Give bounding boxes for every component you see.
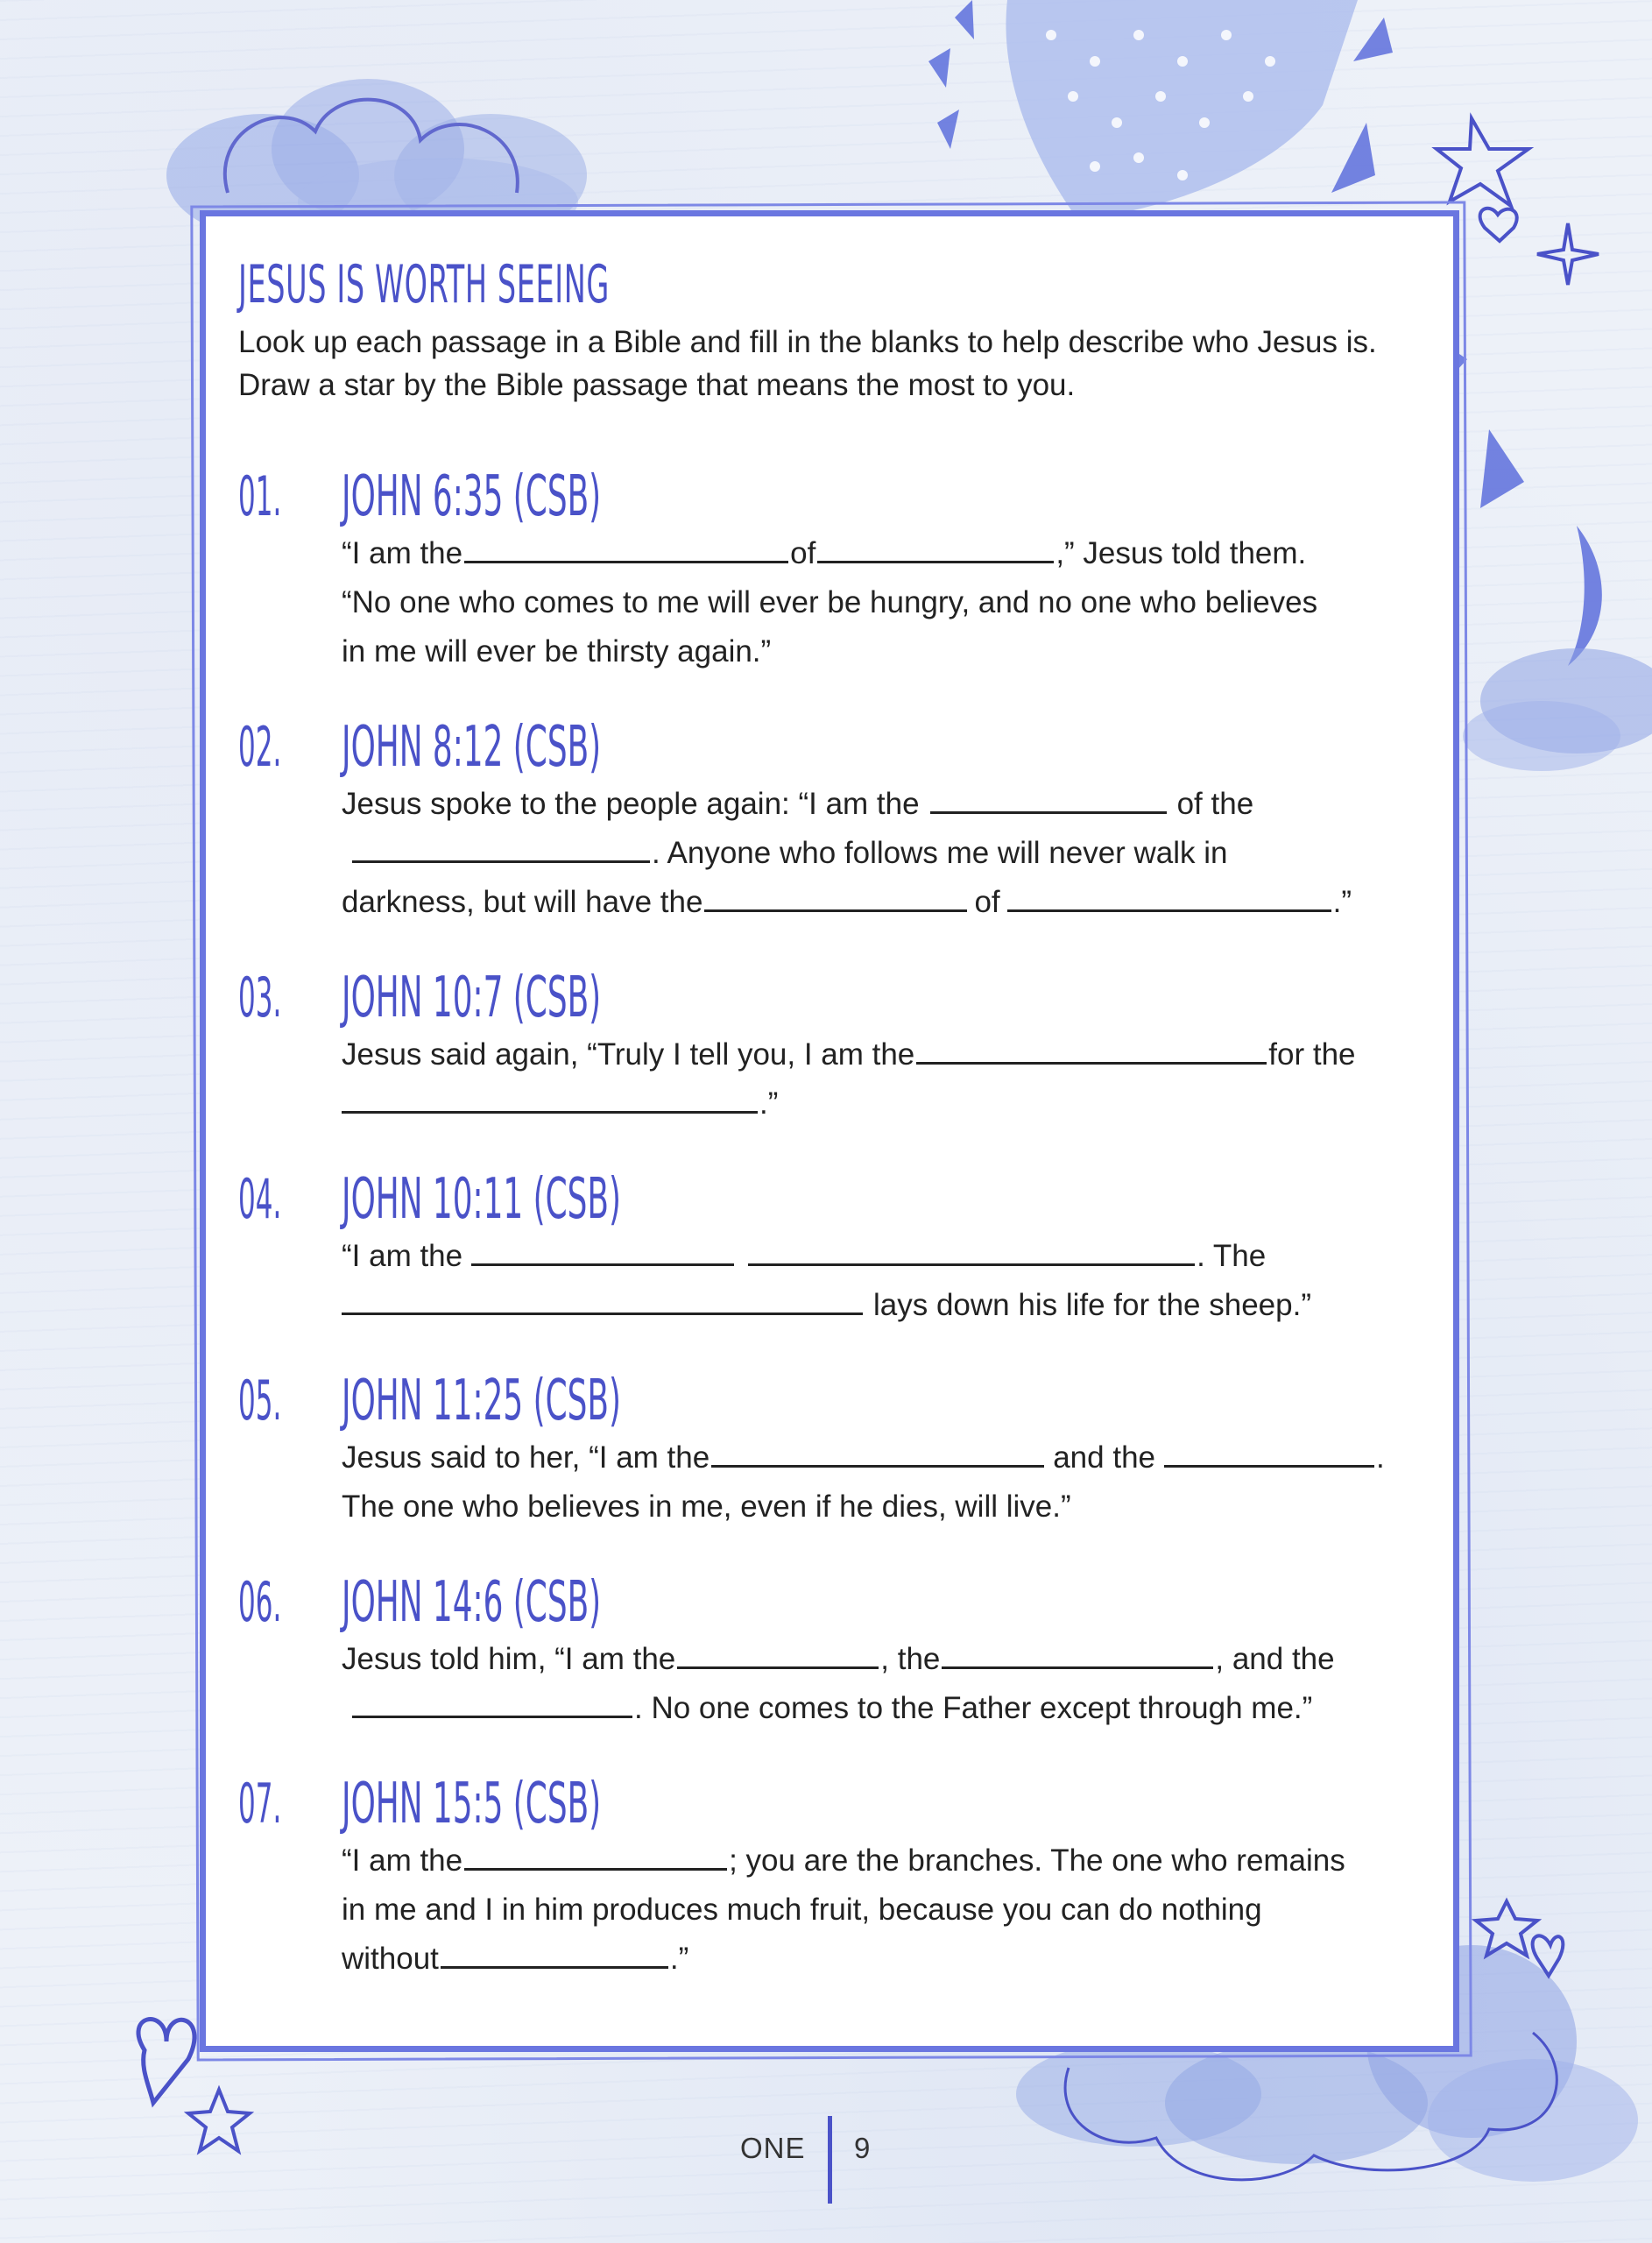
passage-text: [342, 1433, 1428, 1532]
verse-text: of: [974, 885, 1000, 919]
answer-blank[interactable]: [704, 883, 967, 912]
answer-blank[interactable]: [352, 834, 650, 863]
verse-text: ,” Jesus told them.: [1055, 536, 1307, 570]
passage-text: [342, 1030, 1428, 1129]
verse-text: of the: [1176, 787, 1254, 821]
passage-text: [342, 780, 1428, 927]
answer-blank[interactable]: [464, 534, 788, 563]
answer-blank[interactable]: [342, 1085, 758, 1114]
page-title: JESUS IS WORTH SEEING: [238, 254, 610, 315]
verse-text: Jesus said to her, “I am the: [342, 1440, 710, 1475]
verse-text: in me will ever be thirsty again.”: [342, 634, 772, 669]
answer-blank[interactable]: [352, 1689, 632, 1718]
verse-text: “No one who comes to me will ever be hungry, and no one who believes: [342, 585, 1318, 619]
passage-text: [342, 529, 1428, 676]
passage-text: [342, 1635, 1428, 1733]
answer-blank[interactable]: [471, 1237, 734, 1266]
verse-text: .”: [1332, 885, 1352, 919]
passage-text: [342, 1232, 1428, 1330]
verse-text: The one who believes in me, even if he dies, will live.”: [342, 1489, 1071, 1524]
verse-text: .”: [759, 1086, 779, 1121]
answer-blank[interactable]: [464, 1842, 727, 1871]
footer-divider: [828, 2116, 832, 2204]
passage-reference: JOHN 6:35 (CSB): [342, 464, 602, 529]
passage-reference: JOHN 14:6 (CSB): [342, 1570, 602, 1635]
verse-text: in me and I in him produces much fruit, because you can do nothing: [342, 1893, 1262, 1927]
heart-balloon-icon: [1006, 0, 1358, 219]
verse-text: and the: [1053, 1440, 1155, 1475]
passage-reference: JOHN 8:12 (CSB): [342, 715, 602, 780]
item-number: 01.: [238, 464, 282, 528]
verse-text: of: [790, 536, 816, 570]
answer-blank[interactable]: [942, 1640, 1213, 1669]
verse-text: Jesus spoke to the people again: “I am the: [342, 787, 920, 821]
answer-blank[interactable]: [441, 1940, 668, 1969]
verse-text: ; you are the branches. The one who remains: [729, 1843, 1345, 1878]
passage-text: [342, 1836, 1428, 1984]
verse-text: “I am the: [342, 1843, 463, 1878]
item-number: 02.: [238, 715, 282, 779]
answer-blank[interactable]: [817, 534, 1054, 563]
answer-blank[interactable]: [748, 1237, 1195, 1266]
instructions: Look up each passage in a Bible and fill in the blanks to help describe who Jesus is. Draw a star by the Bible passage that means the most to you.: [238, 325, 1377, 402]
verse-text: “I am the: [342, 1239, 463, 1273]
verse-text: lays down his life for the sheep.”: [873, 1288, 1311, 1322]
section-name: ONE: [740, 2132, 806, 2164]
passage-reference: JOHN 15:5 (CSB): [342, 1772, 602, 1836]
item-number: 07.: [238, 1772, 282, 1836]
verse-text: Jesus told him, “I am the: [342, 1642, 676, 1676]
passage-reference: JOHN 10:7 (CSB): [342, 966, 602, 1030]
verse-text: darkness, but will have the: [342, 885, 703, 919]
passage-reference: JOHN 11:25 (CSB): [342, 1369, 621, 1433]
heart-doodle-bottom-left-icon: [138, 2020, 194, 2103]
page-number: 9: [854, 2132, 872, 2164]
verse-text: , and the: [1215, 1642, 1335, 1676]
page-footer: [0, 2116, 1652, 2177]
answer-blank[interactable]: [1007, 883, 1331, 912]
verse-text: for the: [1268, 1037, 1356, 1072]
answer-blank[interactable]: [677, 1640, 879, 1669]
verse-text: without: [342, 1942, 439, 1976]
passage-reference: JOHN 10:11 (CSB): [342, 1167, 621, 1232]
verse-text: “I am the: [342, 536, 463, 570]
item-number: 06.: [238, 1570, 282, 1634]
verse-text: . The: [1197, 1239, 1267, 1273]
verse-text: Jesus said again, “Truly I tell you, I am the: [342, 1037, 915, 1072]
answer-blank[interactable]: [342, 1286, 863, 1315]
answer-blank[interactable]: [1164, 1439, 1374, 1468]
verse-text: .”: [669, 1942, 689, 1976]
verse-text: , the: [880, 1642, 941, 1676]
answer-blank[interactable]: [916, 1036, 1267, 1065]
answer-blank[interactable]: [711, 1439, 1044, 1468]
verse-text: . Anyone who follows me will never walk in: [652, 836, 1228, 870]
cloud-right-icon: [1463, 648, 1652, 771]
answer-blank[interactable]: [930, 785, 1167, 814]
item-number: 03.: [238, 966, 282, 1030]
verse-text: .: [1376, 1440, 1385, 1475]
item-number: 04.: [238, 1167, 282, 1231]
item-number: 05.: [238, 1369, 282, 1433]
verse-text: . No one comes to the Father except through me.”: [634, 1691, 1313, 1725]
